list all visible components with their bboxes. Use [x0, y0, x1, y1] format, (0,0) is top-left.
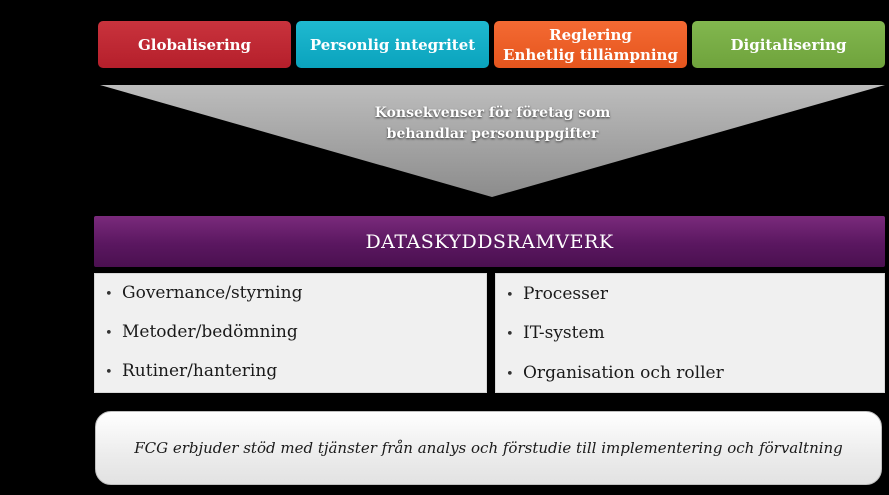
list-item-label: Metoder/bedömning — [122, 322, 298, 342]
framework-banner — [94, 216, 885, 267]
funnel-caption-line-2: behandlar personuppgifter — [386, 126, 599, 142]
bullet-icon: • — [105, 365, 113, 380]
funnel-caption — [300, 103, 685, 145]
list-item-label: Organisation och roller — [523, 363, 724, 383]
framework-title: DATASKYDDSRAMVERK — [365, 230, 614, 253]
bullet-icon: • — [506, 327, 514, 342]
driver-label-line-1: Reglering — [549, 25, 632, 44]
driver-label: Digitalisering — [730, 35, 847, 54]
list-item-label: IT-system — [523, 323, 605, 343]
footer-text: FCG erbjuder stöd med tjänster från analys och förstudie till implementering och förvaltning — [134, 439, 843, 457]
framework-panel-left — [94, 273, 487, 393]
driver-label-line-2: Enhetlig tillämpning — [503, 45, 678, 64]
driver-digitalisering — [692, 21, 885, 68]
list-item — [105, 283, 302, 303]
list-item-label: Processer — [523, 284, 609, 304]
footer-statement — [95, 411, 882, 485]
list-item — [105, 361, 277, 381]
driver-label: Personlig integritet — [309, 35, 476, 54]
bullet-icon: • — [506, 288, 514, 303]
bullet-icon: • — [506, 367, 514, 382]
bullet-icon: • — [105, 287, 113, 302]
list-item — [506, 284, 608, 304]
driver-globalisering — [98, 21, 291, 68]
bullet-icon: • — [105, 326, 113, 341]
list-item — [506, 323, 605, 343]
driver-personlig-integritet — [296, 21, 489, 68]
funnel-caption-line-1: Konsekvenser för företag som — [374, 105, 611, 121]
framework-panel-right — [495, 273, 885, 393]
list-item — [506, 363, 724, 383]
driver-reglering — [494, 21, 687, 68]
list-item-label: Rutiner/hantering — [122, 361, 278, 381]
driver-label: Globalisering — [137, 35, 252, 54]
list-item-label: Governance/styrning — [122, 283, 303, 303]
list-item — [105, 322, 298, 342]
